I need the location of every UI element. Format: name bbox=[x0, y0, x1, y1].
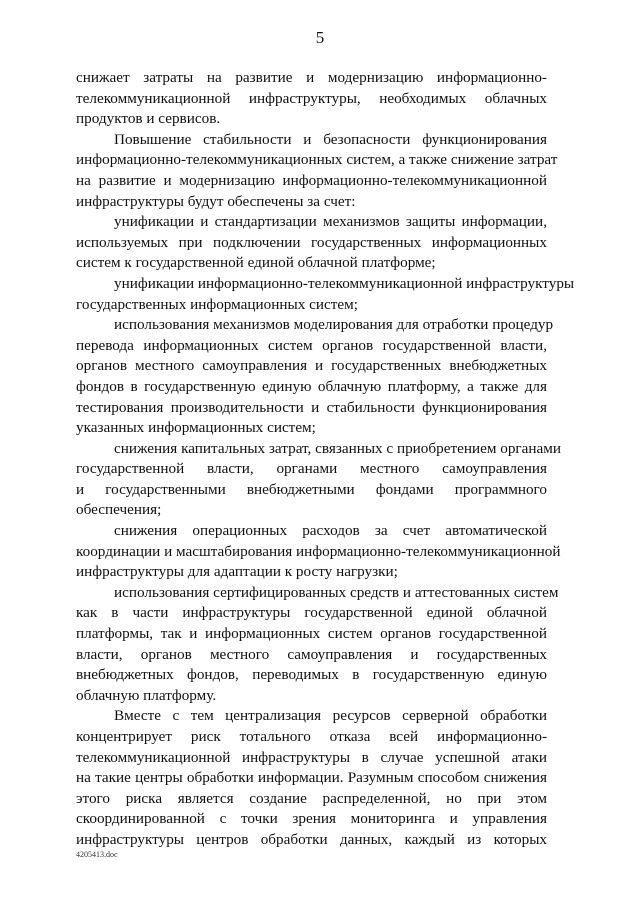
text-line: Вместе с тем централизация ресурсов серверной обработки bbox=[114, 707, 547, 725]
text-line: указанных информационных систем; bbox=[76, 419, 316, 437]
text-line: перевода информационных систем органов государственной власти, bbox=[76, 336, 547, 354]
paragraph bbox=[76, 212, 547, 274]
paragraph bbox=[76, 521, 561, 583]
text-line: на развитие и модернизацию информационно-телекоммуникационной bbox=[76, 171, 547, 189]
text-line: государственной власти, органами местного самоуправления bbox=[76, 460, 547, 478]
text-line: снижения операционных расходов за счет автоматической bbox=[114, 522, 547, 540]
text-line: телекоммуникационной инфраструктуры в случае успешной атаки bbox=[76, 748, 547, 766]
text-line: продуктов и сервисов. bbox=[76, 110, 221, 128]
paragraph bbox=[76, 439, 562, 521]
document-body bbox=[76, 68, 575, 851]
text-line: на такие центры обработки информации. Разумным способом снижения bbox=[76, 769, 547, 787]
paragraph bbox=[76, 130, 558, 212]
text-line: используемых при подключении государственных информационных bbox=[76, 233, 547, 251]
text-line: унификации информационно-телекоммуникационной инфраструктуры bbox=[114, 274, 575, 292]
text-line: координации и масштабирования информационно-телекоммуникационной bbox=[76, 542, 561, 560]
text-line: платформы, так и информационных систем органов государственной bbox=[76, 625, 547, 643]
footer-filename: 4205413.doc bbox=[76, 850, 118, 859]
paragraph bbox=[76, 274, 575, 315]
paragraph bbox=[76, 68, 547, 130]
text-line: инфраструктуры будут обеспечены за счет: bbox=[76, 192, 356, 210]
text-line: облачную платформу. bbox=[76, 686, 217, 704]
paragraph bbox=[76, 583, 559, 707]
paragraph bbox=[76, 706, 547, 850]
text-line: информационно-телекоммуникационных систем, а также снижение затрат bbox=[76, 151, 558, 169]
page-number: 5 bbox=[315, 28, 325, 47]
text-line: скоординированной с точки зрения мониторинга и управления bbox=[76, 810, 547, 828]
text-line: унификации и стандартизации механизмов защиты информации, bbox=[114, 213, 547, 231]
text-line: государственных информационных систем; bbox=[76, 295, 358, 313]
text-line: снижения капитальных затрат, связанных с приобретением органами bbox=[114, 439, 562, 457]
text-line: инфраструктуры для адаптации к росту нагрузки; bbox=[76, 563, 398, 581]
text-line: концентрирует риск тотального отказа всей информационно- bbox=[76, 728, 547, 745]
text-line: и государственными внебюджетными фондами программного bbox=[76, 480, 547, 498]
text-line: использования сертифицированных средств и аттестованных систем bbox=[114, 583, 559, 601]
text-line: систем к государственной единой облачной платформе; bbox=[76, 254, 436, 272]
text-line: тестирования производительности и стабильности функционирования bbox=[76, 398, 547, 416]
text-line: этого риска является создание распределенной, но при этом bbox=[76, 789, 547, 807]
text-line: Повышение стабильности и безопасности функционирования bbox=[114, 130, 547, 148]
text-line: инфраструктуры центров обработки данных, каждый из которых bbox=[76, 830, 547, 848]
text-line: органов местного самоуправления и государственных внебюджетных bbox=[76, 357, 547, 375]
text-line: фондов в государственную единую облачную платформу, а также для bbox=[76, 377, 547, 395]
text-line: как в части инфраструктуры государственной единой облачной bbox=[76, 604, 547, 622]
text-line: власти, органов местного самоуправления и государственных bbox=[76, 645, 547, 663]
text-line: снижает затраты на развитие и модернизацию информационно- bbox=[76, 69, 547, 86]
text-line: обеспечения; bbox=[76, 501, 162, 519]
paragraph bbox=[76, 315, 554, 439]
text-line: использования механизмов моделирования для отработки процедур bbox=[114, 316, 554, 334]
text-line: телекоммуникационной инфраструктуры, необходимых облачных bbox=[76, 89, 547, 107]
text-line: внебюджетных фондов, переводимых в государственную единую bbox=[76, 666, 547, 684]
